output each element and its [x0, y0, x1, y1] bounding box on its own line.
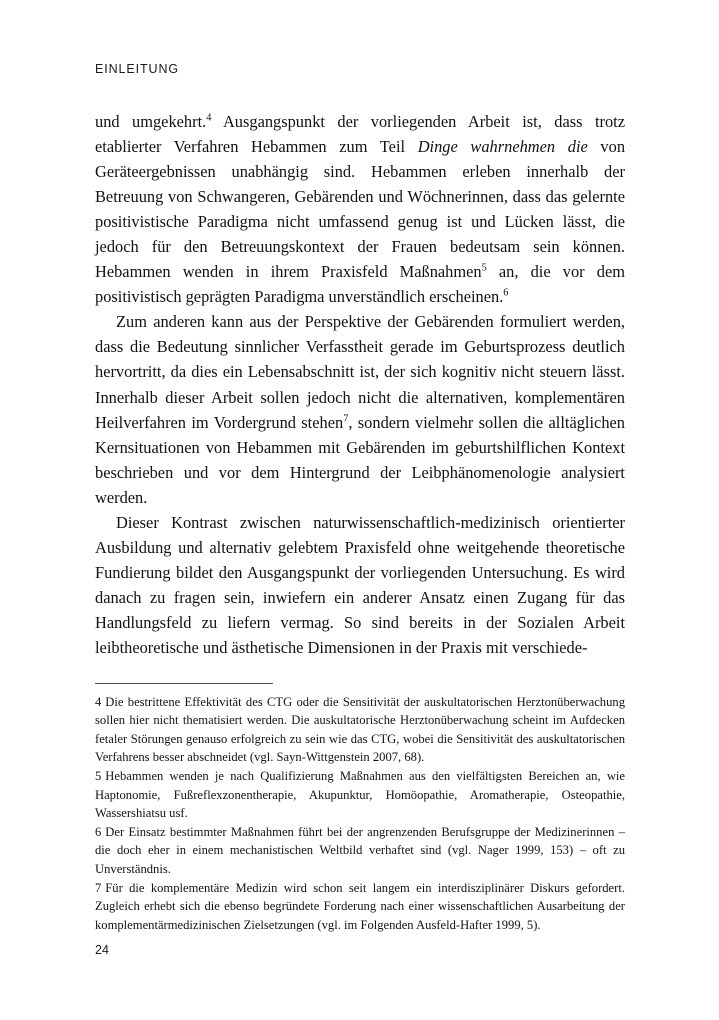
footnote-number[interactable]: 4 — [95, 694, 102, 709]
footnote-separator-rule — [95, 683, 273, 684]
footnote-list — [95, 693, 625, 935]
text-run: an, die vor dem positivistisch geprägten Paradigma unverständlich erscheinen. — [95, 262, 625, 307]
text-run: Zum anderen kann aus der Perspektive der Gebärenden formuliert werden, dass die Bedeutung sinnlicher Verfasstheit gerade im Geburtsprozess deutlich hervortritt, da dies ein Lebensabschnitt ist, der sich kognitiv nicht steuern lässt. Innerhalb dieser Arbeit sollen jedoch nicht die alternativen, komplementären Heilverfahren im Vordergrund stehen — [95, 312, 625, 432]
footnote-entry — [95, 879, 625, 935]
footnote-entry — [95, 823, 625, 879]
emphasis-phrase: Dinge wahrnehmen die — [417, 136, 588, 156]
footnote-text: Der Einsatz bestimmter Maßnahmen führt bei der angrenzenden Berufsgruppe der Medizinerinnen – die doch eher in einem mechanistischen Weltbild verhaftet sind (vgl. Nager 1999, 153) – oft zu Unverständnis. — [95, 824, 625, 876]
text-run: von Geräteergebnissen unabhängig sind. Hebammen erleben innerhalb der Betreuung von Schwangeren, Gebärenden und Wöchnerinnen, dass das gelernte positivistische Paradigma nicht umfassend genug ist und Lücken lässt, die jedoch für den Betreuungskontext der Frauen bedeutsam sein können. Hebammen wenden in ihrem Praxisfeld Maßnahmen — [95, 136, 626, 282]
footnote-marker-7[interactable]: 7 — [343, 413, 349, 425]
body-paragraph — [95, 309, 625, 510]
text-run: Ausgangspunkt der vorliegenden Arbeit ist, dass trotz etablierter Verfahren Hebammen zum Teil — [95, 111, 625, 156]
body-text — [95, 109, 625, 661]
footnote-text: Die bestrittene Effektivität des CTG oder die Sensitivität der auskultatorischen Herztonüberwachung sollen hier nicht thematisiert werden. Die auskultatorische Herztonüberwachung scheint im Aufdecken fetaler Störungen genauso erfolgreich zu sein wie das CTG, wobei die Sensitivität des auskultatorischen Verfahrens besser abschneidet (vgl. Sayn-Wittgenstein 2007, 68). — [95, 694, 625, 765]
footnote-section — [95, 683, 625, 935]
footnote-number[interactable]: 5 — [95, 768, 102, 783]
running-head: EINLEITUNG — [95, 62, 180, 76]
footnote-text: Für die komplementäre Medizin wird schon seit langem ein interdisziplinärer Diskurs gefordert. Zugleich erhebt sich die ebenso begründete Forderung nach einer wissenschaftlichen Ausarbeitung der komplementärmedizinischen Zielsetzungen (vgl. im Folgenden Ausfeld-Hafter 1999, 5). — [95, 880, 625, 932]
page-number: 24 — [95, 943, 109, 957]
page-content — [95, 0, 625, 934]
text-run: Dieser Kontrast zwischen naturwissenschaftlich-medizinisch orientierter Ausbildung und alternativ gelebtem Praxisfeld ohne weitgehende theoretische Fundierung bildet den Ausgangspunkt der vorliegenden Untersuchung. Es wird danach zu fragen sein, inwiefern ein anderer Ansatz einen Zugang für das Handlungsfeld zu liefern vermag. So sind bereits in der Sozialen Arbeit leibtheoretische und ästhetische Dimensionen in der Praxis mit verschiede- — [95, 513, 625, 658]
text-run: , sondern vielmehr sollen die alltäglichen Kernsituationen von Hebammen mit Gebärenden im geburtshilflichen Kontext beschrieben und vor dem Hintergrund der Leibphänomenologie analysiert werden. — [95, 412, 625, 507]
footnote-number[interactable]: 6 — [95, 824, 102, 839]
footnote-marker-4[interactable]: 4 — [206, 112, 212, 124]
text-run: und umgekehrt. — [95, 111, 207, 131]
body-paragraph — [95, 510, 625, 661]
footnote-entry — [95, 693, 625, 767]
footnote-marker-5[interactable]: 5 — [481, 262, 487, 274]
footnote-number[interactable]: 7 — [95, 880, 102, 895]
footnote-entry — [95, 767, 625, 823]
footnote-marker-6[interactable]: 6 — [503, 287, 509, 299]
footnote-text: Hebammen wenden je nach Qualifizierung Maßnahmen aus den vielfältigsten Bereichen an, wie Haptonomie, Fußreflexzonentherapie, Akupunktur, Homöopathie, Aromatherapie, Osteopathie, Wassershiatsu usf. — [95, 768, 625, 821]
body-paragraph — [95, 109, 625, 310]
